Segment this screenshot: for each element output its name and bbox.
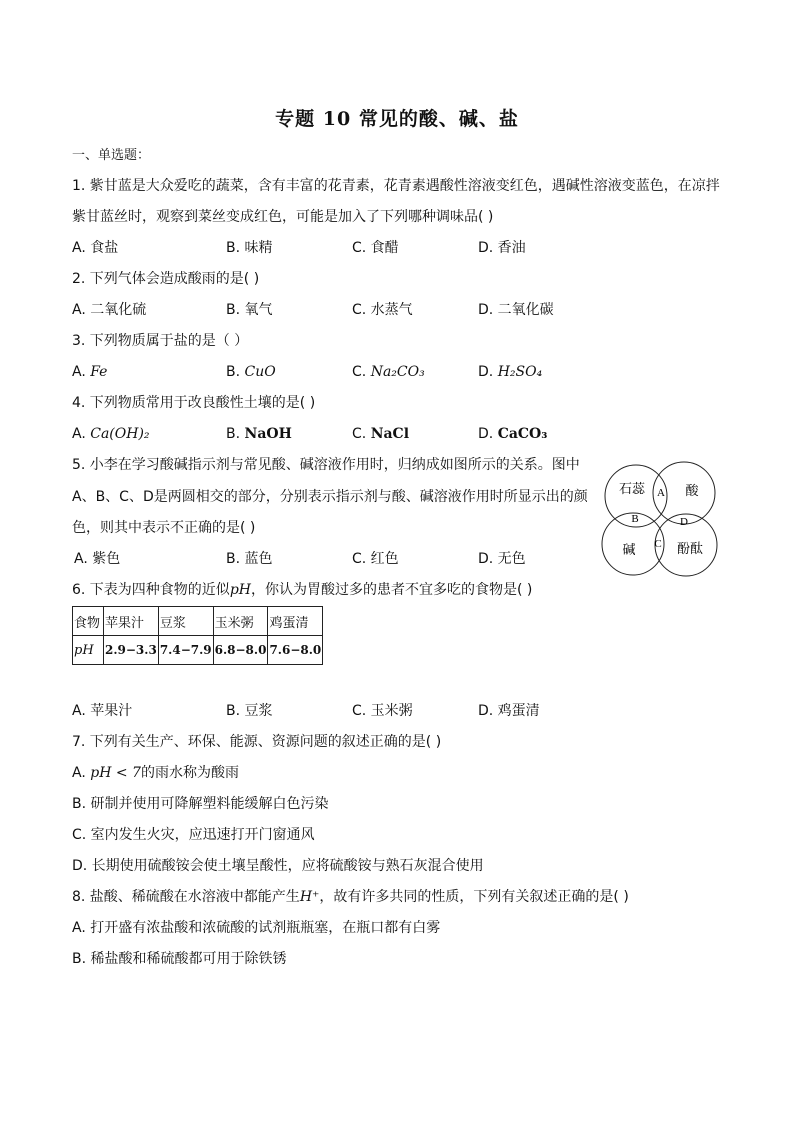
q5-option-b: B. 蓝色 (226, 551, 273, 567)
q3-option-c: C. Na₂CO₃ (352, 364, 425, 380)
q7-option-b: B. 研制并使用可降解塑料能缓解白色污染 (72, 796, 329, 812)
table-cell: 7.6−8.0 (268, 636, 323, 665)
table-header-row (73, 607, 323, 636)
section-heading: 一、单选题： (72, 148, 151, 163)
venn-label-base: 碱 (622, 542, 636, 557)
q2-option-a: A. 二氧化硫 (72, 302, 147, 318)
table-row-label: pH (73, 636, 104, 665)
q4-stem: 4. 下列物质常用于改良酸性土壤的是( ) (72, 395, 316, 411)
venn-diagram (598, 458, 722, 582)
q6-option-b: B. 豆浆 (226, 703, 273, 719)
q3-option-a: A. Fe (72, 364, 108, 380)
q3-formula-b: CuO (244, 364, 276, 380)
q1-option-b: B. 味精 (226, 240, 273, 256)
q4-formula-d: CaCO₃ (497, 426, 548, 442)
q5-option-a: A. 紫色 (74, 551, 121, 567)
table-row (73, 636, 323, 665)
q4-formula-b: NaOH (244, 426, 292, 442)
q3-option-b: B. CuO (226, 364, 276, 380)
q4-option-c: C. NaCl (352, 426, 410, 442)
q3-formula-a: Fe (90, 364, 108, 380)
q2-stem: 2. 下列气体会造成酸雨的是( ) (72, 271, 260, 287)
table-cell: 2.9−3.3 (104, 636, 159, 665)
q2-option-d: D. 二氧化碳 (478, 302, 554, 318)
table-cell: 6.8−8.0 (213, 636, 268, 665)
table-header-cell: 玉米粥 (213, 607, 268, 636)
q8-option-a: A. 打开盛有浓盐酸和浓硫酸的试剂瓶瓶塞，在瓶口都有白雾 (72, 920, 441, 936)
q6-option-a: A. 苹果汁 (72, 703, 133, 719)
table-header-cell: 苹果汁 (104, 607, 159, 636)
q1-stem-line2: 紫甘蓝丝时，观察到菜丝变成红色，可能是加入了下列哪种调味品( ) (72, 209, 494, 225)
q3-option-d: D. H₂SO₄ (478, 364, 543, 380)
q6-option-c: C. 玉米粥 (352, 703, 413, 719)
table-header-cell: 鸡蛋清 (268, 607, 323, 636)
q5-stem-line1: 5. 小李在学习酸碱指示剂与常见酸、碱溶液作用时，归纳成如图所示的关系。图中 (72, 457, 580, 473)
table-header-cell: 豆浆 (158, 607, 213, 636)
q6-stem: 6. 下表为四种食物的近似pH，你认为胃酸过多的患者不宜多吃的食物是( ) (72, 582, 533, 598)
q4-option-a: A. Ca(OH)₂ (72, 426, 150, 442)
q4-option-d: D. CaCO₃ (478, 426, 548, 442)
ph-table (72, 606, 323, 665)
q5-stem-line3: 色，则其中表示不正确的是( ) (72, 520, 256, 536)
q7-option-d: D. 长期使用硫酸铵会使土壤呈酸性，应将硫酸铵与熟石灰混合使用 (72, 858, 484, 874)
venn-label-litmus: 石蕊 (618, 481, 646, 496)
q8-option-b: B. 稀盐酸和稀硫酸都可用于除铁锈 (72, 951, 287, 967)
q7-option-a: A. pH < 7的雨水称为酸雨 (72, 765, 239, 781)
q4-formula-c: NaCl (370, 426, 410, 442)
q7-option-c: C. 室内发生火灾，应迅速打开门窗通风 (72, 827, 315, 843)
venn-region-d: D (680, 516, 688, 528)
page-title: 专题 10 常见的酸、碱、盐 (275, 108, 519, 130)
venn-region-b: B (631, 513, 639, 525)
q3-formula-d: H₂SO₄ (497, 364, 543, 380)
q2-option-b: B. 氧气 (226, 302, 273, 318)
q4-formula-a: Ca(OH)₂ (90, 426, 150, 442)
q3-stem: 3. 下列物质属于盐的是（ ） (72, 333, 249, 349)
table-cell: 7.4−7.9 (158, 636, 213, 665)
q2-option-c: C. 水蒸气 (352, 302, 413, 318)
table-header-cell: 食物 (73, 607, 104, 636)
venn-label-phenolphthalein: 酚酞 (676, 541, 704, 556)
q5-option-c: C. 红色 (352, 551, 399, 567)
venn-label-acid: 酸 (685, 483, 699, 498)
venn-region-a: A (657, 487, 665, 499)
venn-region-c: C (654, 538, 662, 550)
q8-stem: 8. 盐酸、稀硫酸在水溶液中都能产生H⁺，故有许多共同的性质，下列有关叙述正确的是( ) (72, 889, 629, 905)
q1-option-a: A. 食盐 (72, 240, 119, 256)
q5-stem-line2: A、B、C、D是两圆相交的部分，分别表示指示剂与酸、碱溶液作用时所显示出的颜 (72, 489, 588, 505)
q3-formula-c: Na₂CO₃ (370, 364, 425, 380)
q5-option-d: D. 无色 (478, 551, 526, 567)
q4-option-b: B. NaOH (226, 426, 292, 442)
q1-stem-line1: 1. 紫甘蓝是大众爱吃的蔬菜，含有丰富的花青素，花青素遇酸性溶液变红色，遇碱性溶液变蓝色，在凉拌 (72, 178, 720, 194)
q7-stem: 7. 下列有关生产、环保、能源、资源问题的叙述正确的是( ) (72, 734, 442, 750)
q1-option-c: C. 食醋 (352, 240, 399, 256)
q6-option-d: D. 鸡蛋清 (478, 703, 540, 719)
q1-option-d: D. 香油 (478, 240, 526, 256)
